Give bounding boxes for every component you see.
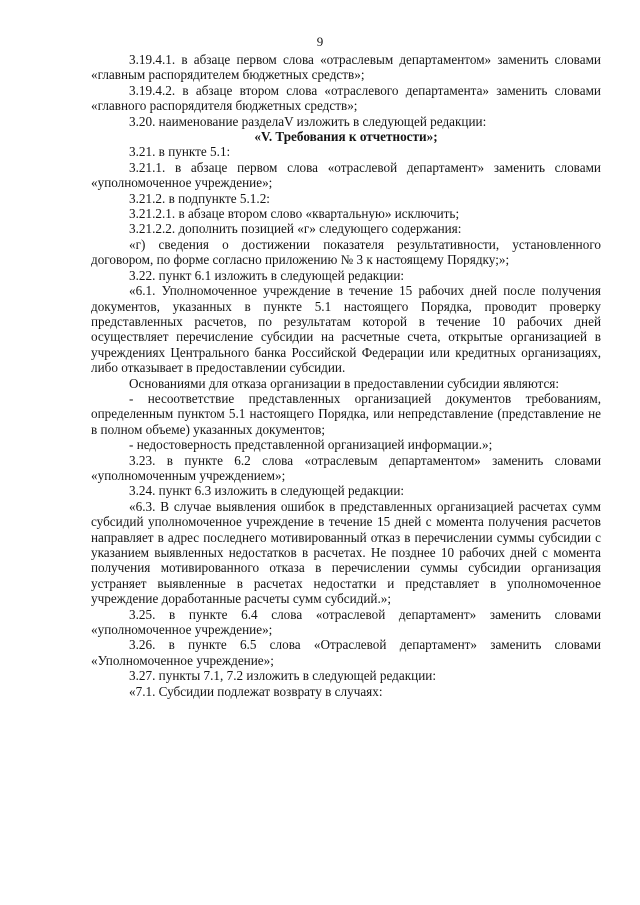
paragraph-3-19-4-1: 3.19.4.1. в абзаце первом слова «отраслевым департаментом» заменить словами «главным распорядителем бюджетных средств»; xyxy=(91,52,601,83)
paragraph-3-27: 3.27. пункты 7.1, 7.2 изложить в следующей редакции: xyxy=(129,668,436,684)
page-number: 9 xyxy=(316,34,324,49)
paragraph-3-21-2-2: 3.21.2.2. дополнить позицией «г» следующего содержания: xyxy=(129,221,462,237)
paragraph-3-26: 3.26. в пункте 6.5 слова «Отраслевой департамент» заменить словами «Уполномоченное учреждение»; xyxy=(91,637,601,668)
paragraph-3-24: 3.24. пункт 6.3 изложить в следующей редакции: xyxy=(129,483,405,499)
paragraph-3-20: 3.20. наименование разделаV изложить в следующей редакции: xyxy=(129,113,487,129)
paragraph-refusal-grounds: Основаниями для отказа организации в предоставлении субсидии являются: xyxy=(129,375,560,391)
paragraph-grounds-item-2: - недостоверность представленной организацией информации.»; xyxy=(129,437,493,453)
paragraph-3-25: 3.25. в пункте 6.4 слова «отраслевой департамент» заменить словами «уполномоченное учреждение»; xyxy=(91,606,601,638)
paragraph-3-19-4-2: 3.19.4.2. в абзаце втором слова «отраслевого департамента» заменить словами «главного распорядителя бюджетных средств»; xyxy=(91,82,601,114)
paragraph-3-21: 3.21. в пункте 5.1: xyxy=(129,144,231,160)
section-heading: «V. Требования к отчетности»; xyxy=(254,129,438,145)
paragraph-item-g: «г) сведения о достижении показателя результативности, установленного договором, по форме согласно приложению № 3 к настоящему Порядку;»; xyxy=(91,236,601,268)
paragraph-6-3: «6.3. В случае выявления ошибок в представленных организацией расчетах сумм субсидий уполномоченное учреждение в течение 15 дней с момента получения расчетов направляет в адрес последнего мотивированный отказ в перечислении суммы субсидии с указанием выявленных недостатков в расчетах. Не позднее 10 рабочих дней с момента получения мотивированного отказа в перечислении суммы субсидии организация устраняет выявленные в расчетах недостатки и представляет в уполномоченное учреждение доработанные расчеты сумм субсидий.»; xyxy=(91,498,601,607)
paragraph-grounds-item-1: - несоответствие представленных организацией документов требованиям, определенным пунктом 5.1 настоящего Порядка, или непредставление (представление не в полном объеме) указанных документов; xyxy=(91,390,601,437)
paragraph-6-1: «6.1. Уполномоченное учреждение в течение 15 рабочих дней после получения документов, указанных в пункте 5.1 настоящего Порядка, проводит проверку представленных расчетов, по результатам которой в течение 10 рабочих дней осуществляет перечисление субсидии на расчетные счета, открытые организацией в учреждениях Центрального банка Российской Федерации или кредитных организациях, либо отказывает в предоставлении субсидии. xyxy=(91,283,601,376)
document-body xyxy=(91,52,601,699)
paragraph-3-23: 3.23. в пункте 6.2 слова «отраслевым департаментом» заменить словами «уполномоченным учреждением»; xyxy=(91,452,601,483)
paragraph-3-21-2-1: 3.21.2.1. в абзаце втором слово «квартальную» исключить; xyxy=(129,206,460,222)
paragraph-7-1: «7.1. Субсидии подлежат возврату в случаях: xyxy=(129,683,383,699)
paragraph-3-21-2: 3.21.2. в подпункте 5.1.2: xyxy=(129,190,270,206)
paragraph-3-21-1: 3.21.1. в абзаце первом слова «отраслевой департамент» заменить словами «уполномоченное учреждение»; xyxy=(91,159,601,191)
paragraph-3-22: 3.22. пункт 6.1 изложить в следующей редакции: xyxy=(129,267,405,283)
